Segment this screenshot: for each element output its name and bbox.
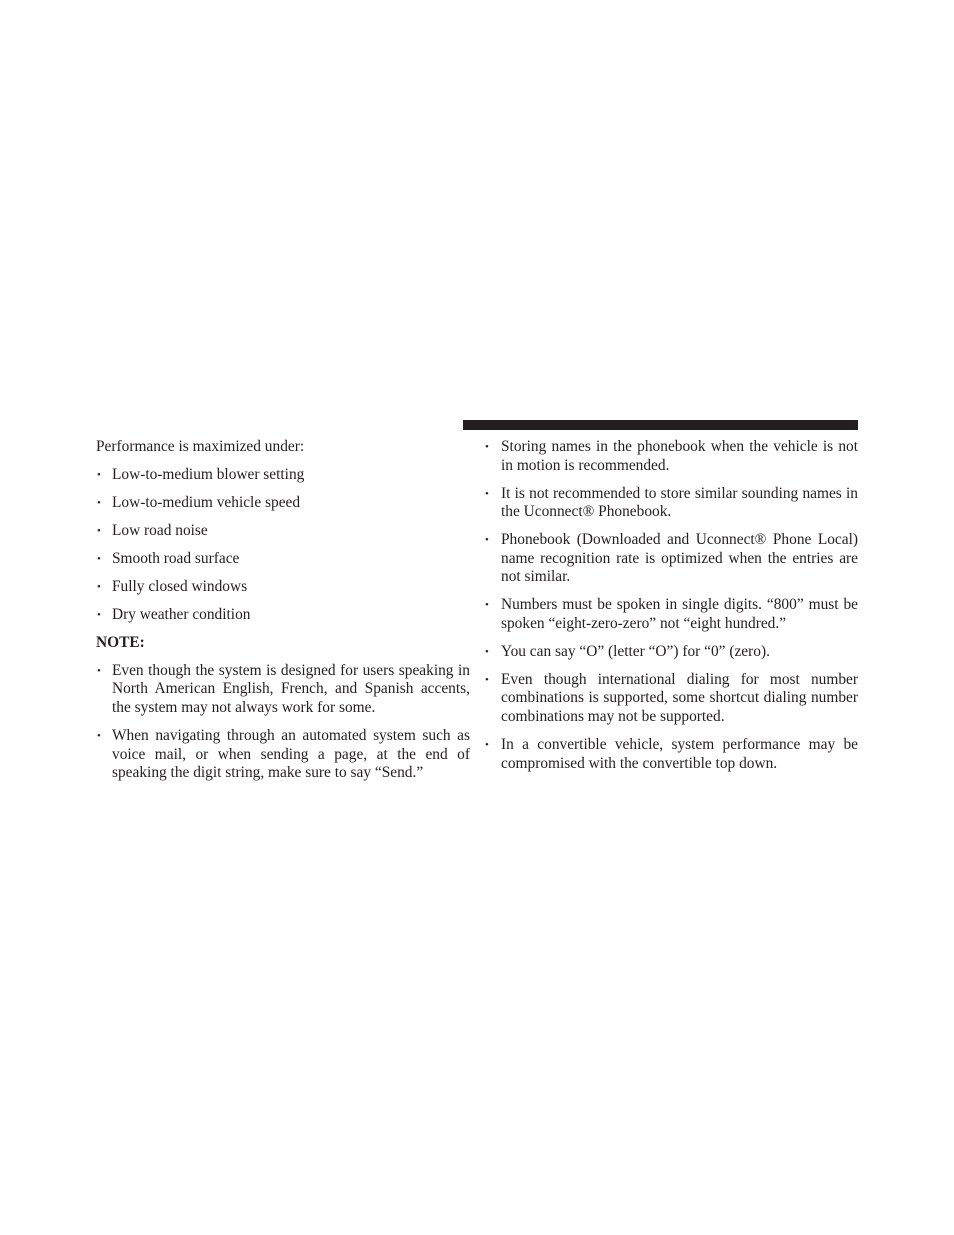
bullet-icon: • [97,552,101,565]
bullet-icon: • [485,534,489,547]
bullet-icon: • [97,468,101,481]
bullet-icon: • [97,496,101,509]
bullet-icon: • [97,608,101,621]
list-item: • Phonebook (Downloaded and Uconnect® Phone Local) name recognition rate is optimized when the entries are not similar. [485,531,858,586]
conditions-list [96,466,470,625]
notes-list-right [484,438,858,773]
bullet-icon: • [97,580,101,593]
list-item: • In a convertible vehicle, system performance may be compromised with the convertible top down. [485,736,858,772]
bullet-icon: • [485,441,489,453]
list-item: • It is not recommended to store similar sounding names in the Uconnect® Phonebook. [485,484,858,521]
list-item: • Numbers must be spoken in single digits. “800” must be spoken “eight-zero-zero” not “eight hundred.” [485,596,858,632]
list-item: • You can say “O” (letter “O”) for “0” (zero). [485,642,770,660]
bullet-icon: • [485,739,489,752]
list-item: • Low road noise [97,521,208,539]
list-item: • Fully closed windows [97,577,248,595]
bullet-icon: • [485,645,489,658]
right-column [484,438,858,783]
list-item: • When navigating through an automated system such as voice mail, or when sending a page, at the end of speaking the digit string, make sure to say “Send.” [97,727,470,782]
note-label: NOTE: [96,633,145,651]
list-item: • Low-to-medium vehicle speed [97,493,301,511]
bullet-icon: • [485,487,489,500]
bullet-icon: • [97,664,101,677]
list-item: • Dry weather condition [97,605,251,623]
notes-list-left [96,662,470,783]
bullet-icon: • [485,673,489,686]
list-item: • Storing names in the phonebook when the vehicle is not in motion is recommended. [485,438,858,474]
list-item: • Even though international dialing for most number combinations is supported, some shortcut dialing number combinations may not be supported. [485,670,858,726]
left-column [96,438,470,792]
bullet-icon: • [97,730,101,743]
list-item: • Smooth road surface [97,549,240,567]
intro-text: Performance is maximized under: [96,438,305,455]
list-item: • Even though the system is designed for users speaking in North American English, French, and Spanish accents, the system may not always work for some. [97,661,470,717]
list-item: • Low-to-medium blower setting [97,465,305,483]
bullet-icon: • [97,524,101,537]
section-header-rule [463,420,858,430]
bullet-icon: • [485,599,489,612]
